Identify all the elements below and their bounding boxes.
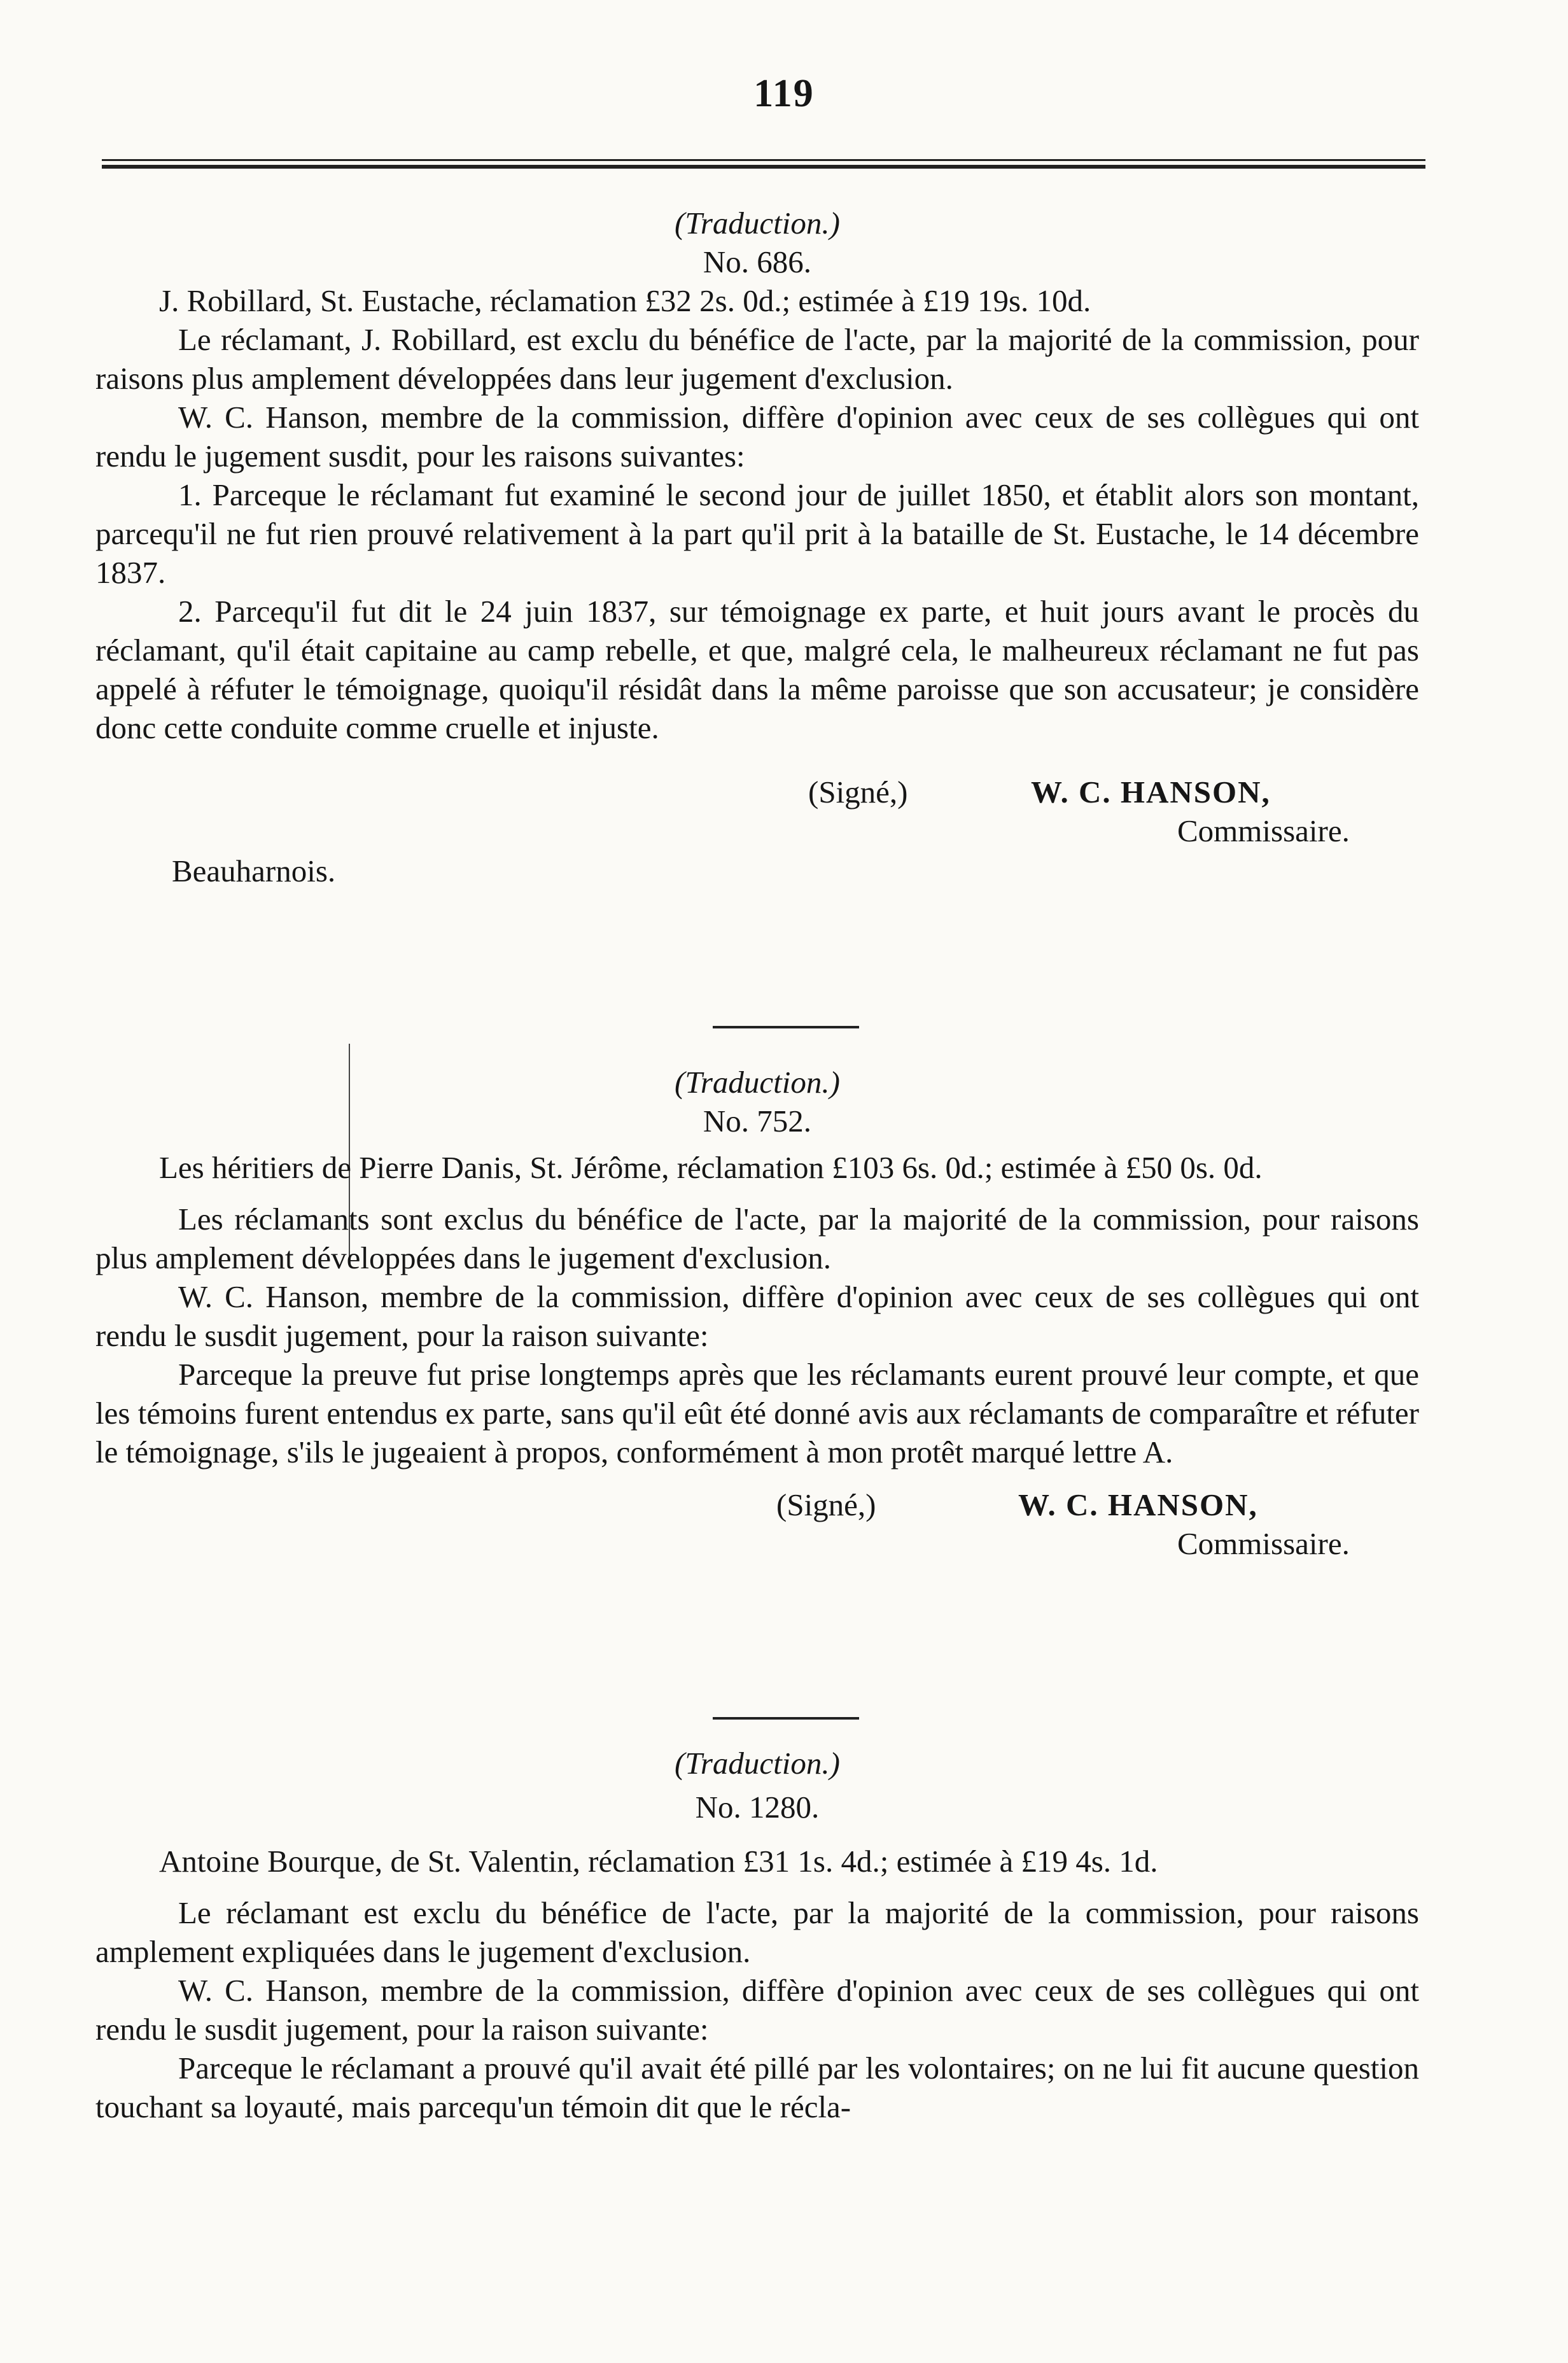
paragraph: 2. Parcequ'il fut dit le 24 juin 1837, sur témoignage ex parte, et huit jours avant le procès du réclamant, qu'il était capitaine au camp rebelle, et que, malgré cela, le malheureux réclamant ne fut pas appelé à réfuter le témoignage, quoiqu'il résidât dans la même paroisse que son accusateur; je considère donc cette conduite comme cruelle et injuste. [95,594,1419,745]
paragraph: Le réclamant est exclu du bénéfice de l'acte, par la majorité de la commission, pour raisons amplement expliquées dans le jugement d'exclusion. [95,1895,1419,1969]
section-1280 [95,1744,1419,2126]
paragraph: W. C. Hanson, membre de la commission, diffère d'opinion avec ceux de ses collègues qui ont rendu le susdit jugement, pour la raison suivante: [95,1279,1419,1353]
section-752 [95,1063,1419,1564]
header-double-rule [102,159,1425,169]
place-name: Beauharnois. [172,853,336,888]
claim-number: No. 752. [703,1104,812,1139]
signatory-name: W. C. HANSON, [1018,1487,1258,1522]
signed-label: (Signé,) [808,775,908,810]
claim-number: No. 686. [703,244,812,279]
paragraph: Parceque la preuve fut prise longtemps après que les réclamants eurent prouvé leur compte, et que les témoins furent entendus ex parte, sans qu'il eût été donné avis aux réclamants de comparaître et réfuter le témoignage, s'ils le jugeaient à propos, conformément à mon protêt marqué lettre A. [95,1357,1419,1469]
traduction-heading: (Traduction.) [675,206,840,241]
signature-block [95,1485,1419,1564]
traduction-heading: (Traduction.) [675,1746,840,1781]
paragraph: Les réclamants sont exclus du bénéfice de l'acte, par la majorité de la commission, pour raisons plus amplement développées dans le jugement d'exclusion. [95,1202,1419,1275]
signed-label: (Signé,) [776,1487,876,1522]
paragraph: Parceque le réclamant a prouvé qu'il avait été pillé par les volontaires; on ne lui fit aucune question touchant sa loyauté, mais parcequ'un témoin dit que le récla- [95,2051,1419,2124]
paragraph: W. C. Hanson, membre de la commission, diffère d'opinion avec ceux de ses collègues qui ont rendu le jugement susdit, pour les raisons suivantes: [95,400,1419,473]
paragraph: W. C. Hanson, membre de la commission, diffère d'opinion avec ceux de ses collègues qui ont rendu le susdit jugement, pour la raison suivante: [95,1973,1419,2047]
paragraph: Le réclamant, J. Robillard, est exclu du bénéfice de l'acte, par la majorité de la commission, pour raisons plus amplement développées dans leur jugement d'exclusion. [95,322,1419,396]
section-686 [95,204,1419,890]
claim-line: J. Robillard, St. Eustache, réclamation £32 2s. 0d.; estimée à £19 19s. 10d. [159,283,1091,318]
paragraph: 1. Parceque le réclamant fut examiné le second jour de juillet 1850, et établit alors son montant, parcequ'il ne fut rien prouvé relativement à la part qu'il prit à la bataille de St. Eustache, le 14 décembre 1837. [95,477,1419,590]
signatory-title: Commissaire. [1177,1526,1350,1561]
signatory-title: Commissaire. [1177,813,1350,848]
claim-number: No. 1280. [695,1790,820,1825]
page-number: 119 [753,72,815,115]
section-divider [713,1026,859,1028]
section-divider [713,1717,859,1720]
traduction-heading: (Traduction.) [675,1065,840,1100]
claim-line: Les héritiers de Pierre Danis, St. Jérôme, réclamation £103 6s. 0d.; estimée à £50 0s. 0d. [159,1150,1263,1185]
signature-block [95,773,1419,852]
signatory-name: W. C. HANSON, [1031,775,1271,810]
claim-line: Antoine Bourque, de St. Valentin, réclamation £31 1s. 4d.; estimée à £19 4s. 1d. [159,1844,1158,1879]
